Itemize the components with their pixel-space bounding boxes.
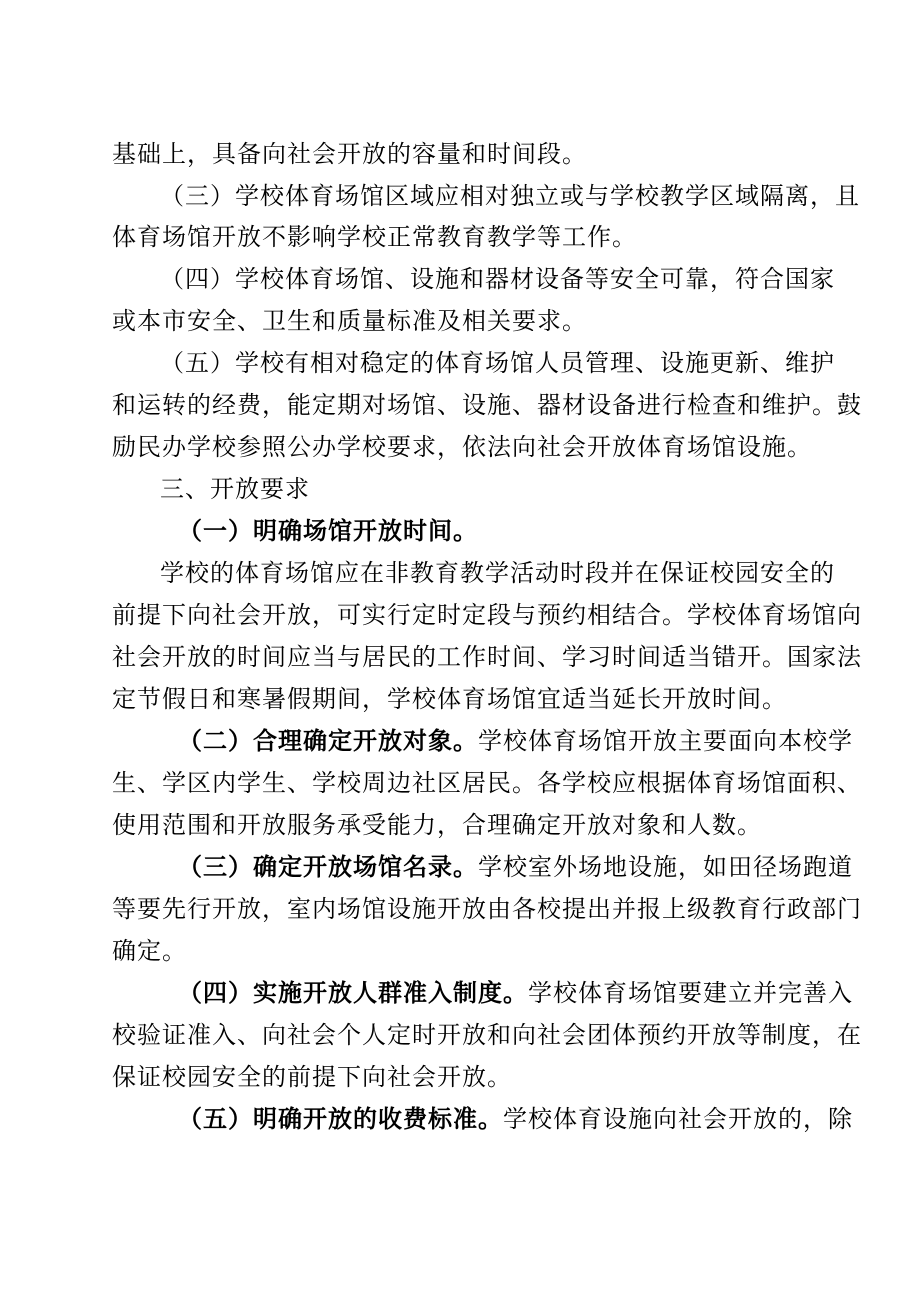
paragraph-line: 等要先行开放，室内场馆设施开放由各校提出并报上级教育行政部门	[112, 895, 862, 923]
paragraph-line	[178, 975, 898, 1011]
paragraph-text: 学校体育场馆开放主要面向本校学	[478, 727, 853, 755]
inline-heading: （五）明确开放的收费标准。	[178, 1104, 503, 1133]
paragraph-line	[178, 849, 898, 885]
paragraph-line: 和运转的经费，能定期对场馆、设施、器材设备进行检查和维护。鼓	[112, 391, 862, 419]
paragraph-line: 体育场馆开放不影响学校正常教育教学等工作。	[112, 223, 637, 251]
paragraph-line	[178, 1101, 898, 1137]
paragraph-line: 校验证准入、向社会个人定时开放和向社会团体预约开放等制度，在	[112, 1021, 862, 1049]
inline-heading: （四）实施开放人群准入制度。	[178, 978, 528, 1007]
paragraph-line: 或本市安全、卫生和质量标准及相关要求。	[112, 307, 587, 335]
subsection-heading: （一）明确场馆开放时间。	[178, 516, 478, 545]
inline-heading: （三）确定开放场馆名录。	[178, 852, 478, 881]
paragraph-line: 生、学区内学生、学校周边社区居民。各学校应根据体育场馆面积、	[112, 769, 862, 797]
paragraph-line: 学校的体育场馆应在非教育教学活动时段并在保证校园安全的	[160, 559, 835, 587]
paragraph-text: 学校体育场馆要建立并完善入	[528, 979, 853, 1007]
paragraph-line: （四）学校体育场馆、设施和器材设备等安全可靠，符合国家	[160, 265, 835, 293]
paragraph-text: 学校体育设施向社会开放的，除	[503, 1105, 853, 1133]
paragraph-line: 定节假日和寒暑假期间，学校体育场馆宜适当延长开放时间。	[112, 685, 787, 713]
paragraph-line: 励民办学校参照公办学校要求，依法向社会开放体育场馆设施。	[112, 433, 812, 461]
paragraph-line: 社会开放的时间应当与居民的工作时间、学习时间适当错开。国家法	[112, 643, 862, 671]
paragraph-line: 前提下向社会开放，可实行定时定段与预约相结合。学校体育场馆向	[112, 601, 862, 629]
paragraph-line: （三）学校体育场馆区域应相对独立或与学校教学区域隔离，且	[160, 182, 860, 210]
paragraph-line: 基础上，具备向社会开放的容量和时间段。	[112, 140, 587, 168]
paragraph-line: 使用范围和开放服务承受能力，合理确定开放对象和人数。	[112, 811, 762, 839]
inline-heading: （二）合理确定开放对象。	[178, 726, 478, 755]
paragraph-line: （五）学校有相对稳定的体育场馆人员管理、设施更新、维护	[160, 349, 835, 377]
paragraph-line	[178, 723, 898, 759]
paragraph-line: 确定。	[112, 937, 187, 965]
paragraph-text: 学校室外场地设施，如田径场跑道	[478, 853, 853, 881]
paragraph-line: 保证校园安全的前提下向社会开放。	[112, 1063, 512, 1091]
section-heading: 三、开放要求	[160, 475, 310, 503]
